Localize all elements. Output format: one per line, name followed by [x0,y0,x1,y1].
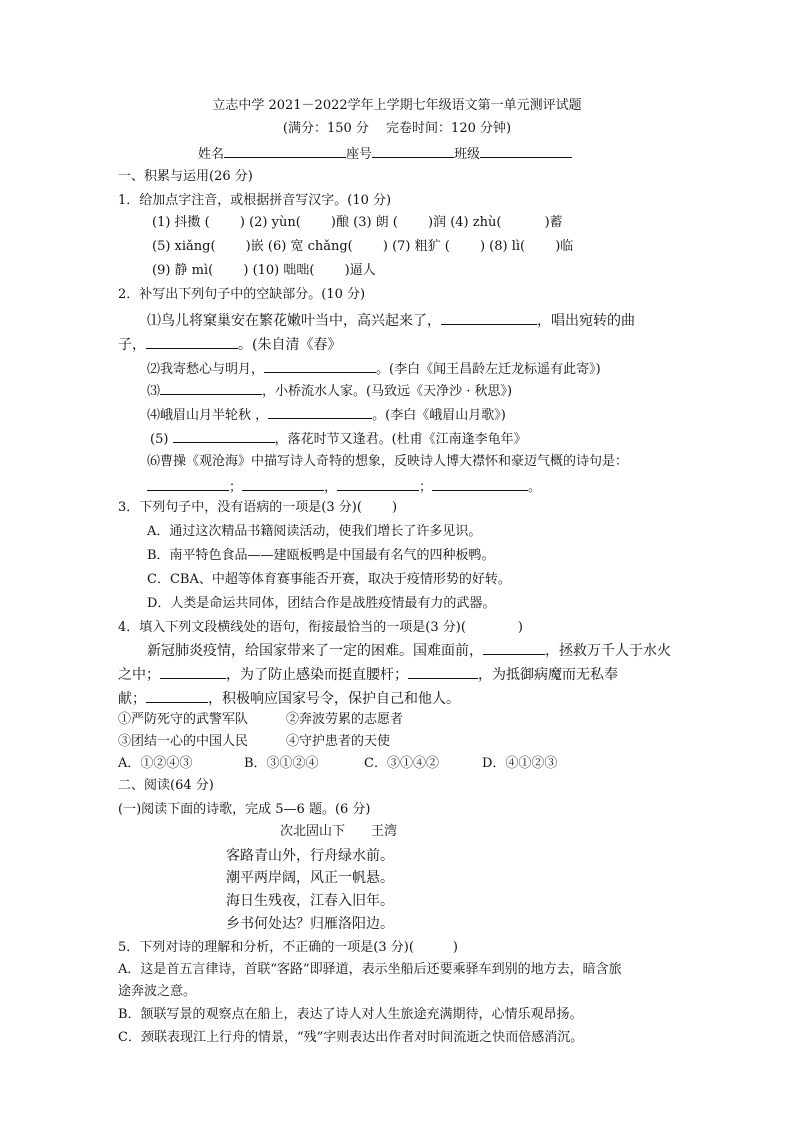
q3-option-c[interactable]: C．CBA、中超等体育赛事能否开赛，取决于疫情形势的好转。 [147,572,511,587]
semicolon: ； [229,480,243,495]
q4-blank-1[interactable] [483,640,545,655]
poem-author: 王湾 [371,824,398,839]
q2-item-1-blank-1[interactable] [441,310,537,325]
q4-passage-text: ，为抵御病魔而无私奉 [478,667,618,683]
q4-option-b[interactable]: B．③①②④ [244,756,319,771]
q2-item-5 [150,428,527,448]
q2-item-6-blank-4[interactable] [432,476,528,491]
q2-item-2 [147,358,601,378]
q4-passage-text: ，积极响应国家号令，保护自己和他人。 [208,691,460,707]
q1-row-1: (1) 抖擞 ( ) (2) yùn( )酿 (3) 朗 ( )润 (4) zhù( )蓄 [152,215,563,230]
poem-line-4: 乡书何处达？归雁洛阳边。 [226,916,394,932]
q1-row-3: (9) 静 mì( ) (10) 咄咄( )逼人 [152,263,376,278]
q4-passage-text: 新冠肺炎疫情，给国家带来了一定的困难。国难面前， [147,643,483,659]
q4-passage-line-1 [147,640,671,660]
q4-passage-line-2 [118,664,618,684]
q2-item-3-number: ⑶ [147,384,161,399]
q2-item-6-answers [147,476,541,496]
q5-stem: 5．下列对诗的理解和分析，不正确的一项是(3 分)( ) [118,940,458,955]
q2-item-5-blank[interactable] [173,428,275,443]
q5-option-a-line-2[interactable]: 途奔波之意。 [118,984,197,999]
semicolon: ； [419,480,433,495]
q4-passage-text: 之中； [118,667,160,683]
exam-subtitle: (满分：150 分 完卷时间：120 分钟) [282,121,512,136]
q4-passage-line-3 [118,688,460,708]
q2-item-1-source: 。(朱自清《春》 [238,337,342,353]
q4-item-3: ③团结一心的中国人民 [118,734,249,749]
q4-item-1: ①严防死守的武警军队 [118,712,249,727]
q3-stem: 3．下列句子中，没有语病的一项是(3 分)( ) [118,500,398,515]
name-label: 姓名 [198,147,225,162]
q2-item-2-text: ⑵我寄愁心与明月， [147,362,265,377]
reading-1-instructions: (一)阅读下面的诗歌，完成 5—6 题。(6 分) [118,802,371,817]
q5-option-c[interactable]: C．颈联表现江上行舟的情景，“残”字则表达出作者对时间流逝之快而倍感消沉。 [118,1030,584,1045]
q3-option-d[interactable]: D．人类是命运共同体，团结合作是战胜疫情最有力的武器。 [147,596,496,611]
q2-item-4 [147,404,506,424]
q2-item-1-text-2: ，唱出宛转的曲 [537,313,635,329]
q2-item-1-blank-2[interactable] [146,334,238,349]
q2-item-6-blank-2[interactable] [242,476,324,491]
q2-item-3-blank[interactable] [160,380,262,395]
q4-passage-text: 献； [118,691,146,707]
q4-item-2: ②奔波劳累的志愿者 [286,712,404,727]
q4-blank-3[interactable] [408,664,478,679]
q2-item-1-line-2 [118,334,341,354]
name-blank[interactable] [224,143,346,158]
class-blank[interactable] [480,143,572,158]
section-2-heading: 二、阅读(64 分) [118,778,214,793]
q2-item-3-text: ，小桥流水人家。(马致远《天净沙 · 秋思》) [262,384,513,399]
q4-option-d[interactable]: D．④①②③ [482,756,558,771]
q2-item-2-blank[interactable] [264,358,376,373]
q3-option-b[interactable]: B．南平特色食品——建瓯板鸭是中国最有名气的四种板鸭。 [147,548,495,563]
q2-item-1-line-1 [147,310,635,330]
q1-row-2: (5) xiǎng( )嵌 (6) 宽 chǎng( ) (7) 粗犷 ( ) (8) lì( )临 [152,239,574,254]
poem-line-2: 潮平两岸阔，风正一帆悬。 [226,870,394,886]
poem-line-3: 海日生残夜，江春入旧年。 [226,893,394,909]
seat-label: 座号 [346,147,373,162]
q4-blank-2[interactable] [160,664,226,679]
q2-item-6: ⑹曹操《观沧海》中描写诗人奇特的想象，反映诗人博大襟怀和豪迈气概的诗句是： [147,454,629,469]
class-label: 班级 [454,147,481,162]
q2-stem: 2．补写出下列句子中的空缺部分。(10 分) [118,287,366,302]
q2-item-6-blank-3[interactable] [337,476,419,491]
q4-blank-4[interactable] [146,688,208,703]
section-1-heading: 一、积累与运用(26 分) [118,169,253,184]
q2-item-4-text: ⑷峨眉山月半轮秋 ， [147,408,269,423]
period: 。 [528,480,542,495]
q2-item-5-number: (5) [150,432,169,447]
q5-option-b[interactable]: B．颔联写景的观察点在船上，表达了诗人对人生旅途充满期待，心情乐观昂扬。 [118,1007,583,1022]
poem-title-line [280,822,397,842]
q2-item-6-blank-1[interactable] [147,476,229,491]
q2-item-4-source: 。(李白《峨眉山月歌》) [372,408,506,423]
q4-option-a[interactable]: A．①②④③ [118,756,193,771]
q2-item-1-text: ⑴鸟儿将窠巢安在繁花嫩叶当中，高兴起来了， [147,313,441,329]
q2-item-2-source: 。(李白《闻王昌龄左迁龙标遥有此寄》) [376,362,601,377]
comma: ， [324,480,338,495]
q5-option-a-line-1[interactable]: A．这是首五言律诗，首联“客路”即驿道，表示坐船后还要乘驿车到别的地方去，暗含旅 [118,962,622,977]
q2-item-5-text: ，落花时节又逢君。(杜甫《江南逢李龟年》 [274,432,527,447]
q2-item-4-blank[interactable] [268,404,372,419]
q1-stem: 1．给加点字注音，或根据拼音写汉字。(10 分) [118,193,392,208]
q2-item-3 [147,380,512,400]
exam-title: 立志中学 2021－2022学年上学期七年级语文第一单元测评试题 [212,98,582,113]
q3-option-a[interactable]: A．通过这次精品书籍阅读活动，使我们增长了许多见识。 [147,524,482,539]
q4-stem: 4．填入下列文段横线处的语句，衔接最恰当的一项是(3 分)( ) [118,620,523,635]
q4-item-4: ④守护患者的天使 [286,734,391,749]
student-info-row [198,143,572,163]
q4-passage-text: ，为了防止感染而挺直腰杆； [226,667,408,683]
q4-passage-text: ，拯救万千人于水火 [545,643,671,659]
seat-blank[interactable] [372,143,454,158]
q2-item-1-text-3: 子， [118,337,146,353]
q4-option-c[interactable]: C．③①④② [364,756,439,771]
poem-title: 次北固山下 [280,824,346,839]
poem-line-1: 客路青山外，行舟绿水前。 [226,848,394,864]
